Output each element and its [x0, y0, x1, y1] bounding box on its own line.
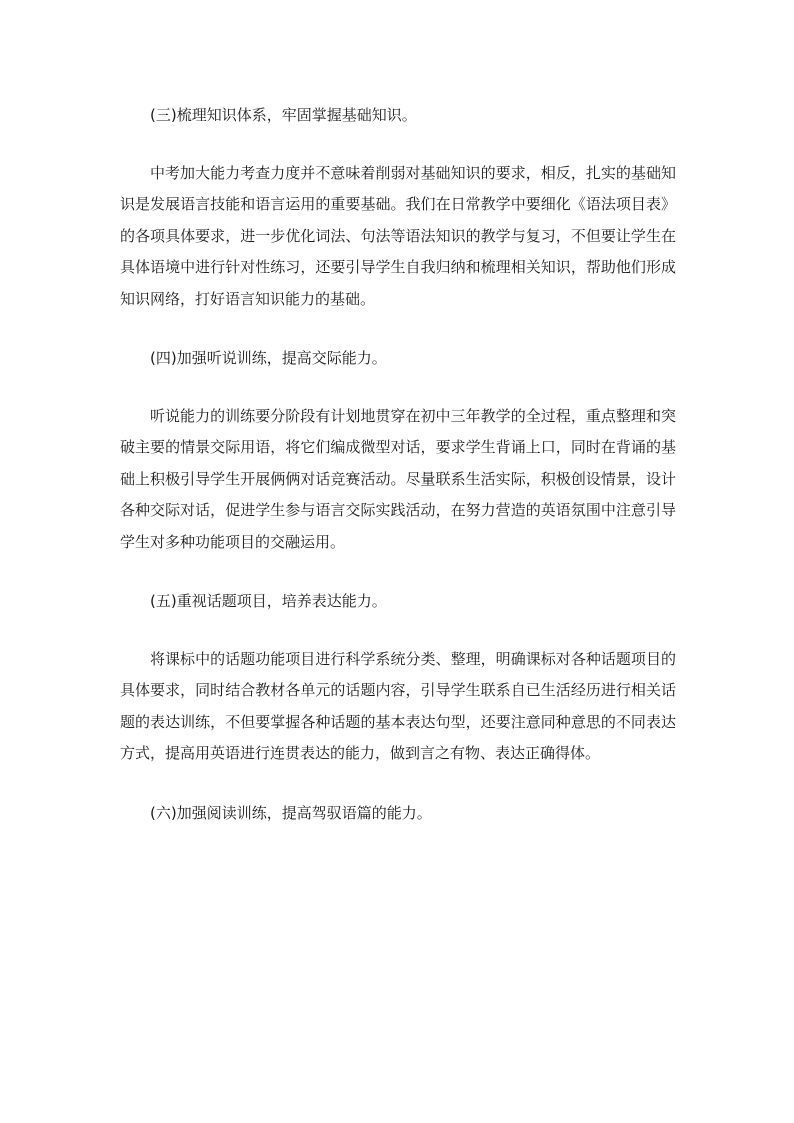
- spacer: [120, 558, 676, 588]
- section-heading-3: (三)梳理知识体系，牢固掌握基础知识。: [150, 106, 417, 124]
- spacer: [120, 770, 676, 800]
- section-heading-4: (四)加强听说训练，提高交际能力。: [150, 349, 387, 368]
- section-heading-6: (六)加强阅读训练，提高驾驭语篇的能力。: [150, 803, 432, 822]
- spacer: [120, 315, 676, 345]
- spacer: [120, 371, 676, 401]
- section-heading-5: (五)重视话题项目，培养表达能力。: [150, 592, 387, 611]
- spacer: [120, 128, 676, 158]
- section-paragraph-3: 中考加大能力考查力度并不意味着削弱对基础知识的要求，相反，扎实的基础知识是发展语言技能和语言运用的重要基础。我们在日常教学中要细化《语法项目表》的各项具体要求，进一步优化词法、句法等语法知识的教学与复习，不但要让学生在具体语境中进行针对性练习，还要引导学生自我归纳和梳理相关知识，帮助他们形成知识网络，打好语言知识能力的基础。: [120, 164, 676, 308]
- section-paragraph-4: 听说能力的训练要分阶段有计划地贯穿在初中三年教学的全过程，重点整理和突破主要的情景交际用语，将它们编成微型对话，要求学生背诵上口，同时在背诵的基础上积极引导学生开展俩俩对话竞赛活动。尽量联系生活实际，积极创设情景，设计各种交际对话，促进学生参与语言交际实践活动，在努力营造的英语氛围中注意引导学生对多种功能项目的交融运用。: [120, 407, 676, 551]
- document-body: [120, 102, 676, 826]
- section-paragraph-5: 将课标中的话题功能项目进行科学系统分类、整理，明确课标对各种话题项目的具体要求，同时结合教材各单元的话题内容，引导学生联系自已生活经历进行相关话题的表达训练，不但要掌握各种话题的基本表达句型，还要注意同种意思的不同表达方式，提高用英语进行连贯表达的能力，做到言之有物、表达正确得体。: [120, 650, 676, 763]
- spacer: [120, 614, 676, 644]
